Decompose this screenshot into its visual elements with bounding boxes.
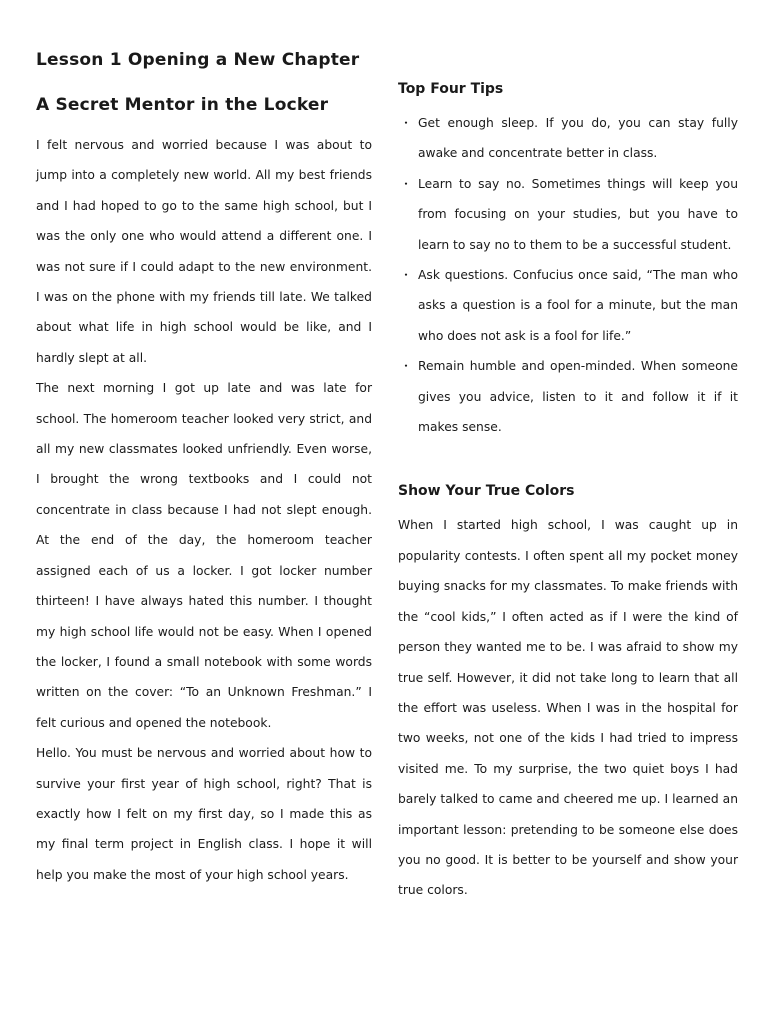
true-colors-title: Show Your True Colors xyxy=(398,483,575,500)
tip-text: Get enough sleep. If you do, you can stay fully awake and concentrate better in class. xyxy=(418,116,738,161)
tip-item xyxy=(398,351,738,442)
left-column xyxy=(36,46,372,890)
story-paragraph-1: I felt nervous and worried because I was about to jump into a completely new world. All my best friends and I had hoped to go to the same high school, but I was the only one who would attend a different one. I was not sure if I could adapt to the new environment. I was on the phone with my friends till late. We talked about what life in high school would be like, and I hardly slept at all. xyxy=(36,138,372,365)
true-colors-paragraph: When I started high school, I was caught up in popularity contests. I often spent all my pocket money buying snacks for my classmates. To make friends with the “cool kids,” I often acted as if I were the kind of person they wanted me to be. I was afraid to show my true self. However, it did not take long to learn that all the effort was useless. When I was in the hospital for two weeks, not one of the kids I had tried to impress visited me. To my surprise, the two quiet boys I had barely talked to came and cheered me up. I learned an important lesson: pretending to be someone else does you no good. It is better to be yourself and show your true colors. xyxy=(398,518,738,898)
tip-text: Learn to say no. Sometimes things will keep you from focusing on your studies, but you have to learn to say no to them to be a successful student. xyxy=(418,176,738,252)
article-title: A Secret Mentor in the Locker xyxy=(36,95,329,115)
tips-list xyxy=(398,108,738,442)
bullet-icon: ・ xyxy=(400,359,413,374)
right-column xyxy=(398,76,738,906)
story-paragraph-2: The next morning I got up late and was late for school. The homeroom teacher looked very strict, and all my new classmates looked unfriendly. Even worse, I brought the wrong textbooks and I could not concentrate in class because I had not slept enough. At the end of the day, the homeroom teacher assigned each of us a locker. I got locker number thirteen! I have always hated this number. I thought my high school life would not be easy. When I opened the locker, I found a small notebook with some words written on the cover: “To an Unknown Freshman.” I felt curious and opened the notebook. xyxy=(36,381,372,730)
tip-text: Remain humble and open-minded. When someone gives you advice, listen to it and follow it if it makes sense. xyxy=(418,359,738,435)
tip-item xyxy=(398,108,738,169)
bullet-icon: ・ xyxy=(400,176,413,191)
tips-title: Top Four Tips xyxy=(398,81,504,97)
story-paragraph-3: Hello. You must be nervous and worried about how to survive your first year of high school, right? That is exactly how I felt on my first day, so I made this as my final term project in English class. I hope it will help you make the most of your high school years. xyxy=(36,746,372,882)
tip-text: Ask questions. Confucius once said, “The man who asks a question is a fool for a minute, but the man who does not ask is a fool for life.” xyxy=(418,268,738,343)
bullet-icon: ・ xyxy=(400,268,413,283)
lesson-title: Lesson 1 Opening a New Chapter xyxy=(36,50,360,70)
bullet-icon: ・ xyxy=(400,116,413,130)
tip-item xyxy=(398,260,738,351)
tip-item xyxy=(398,169,738,260)
